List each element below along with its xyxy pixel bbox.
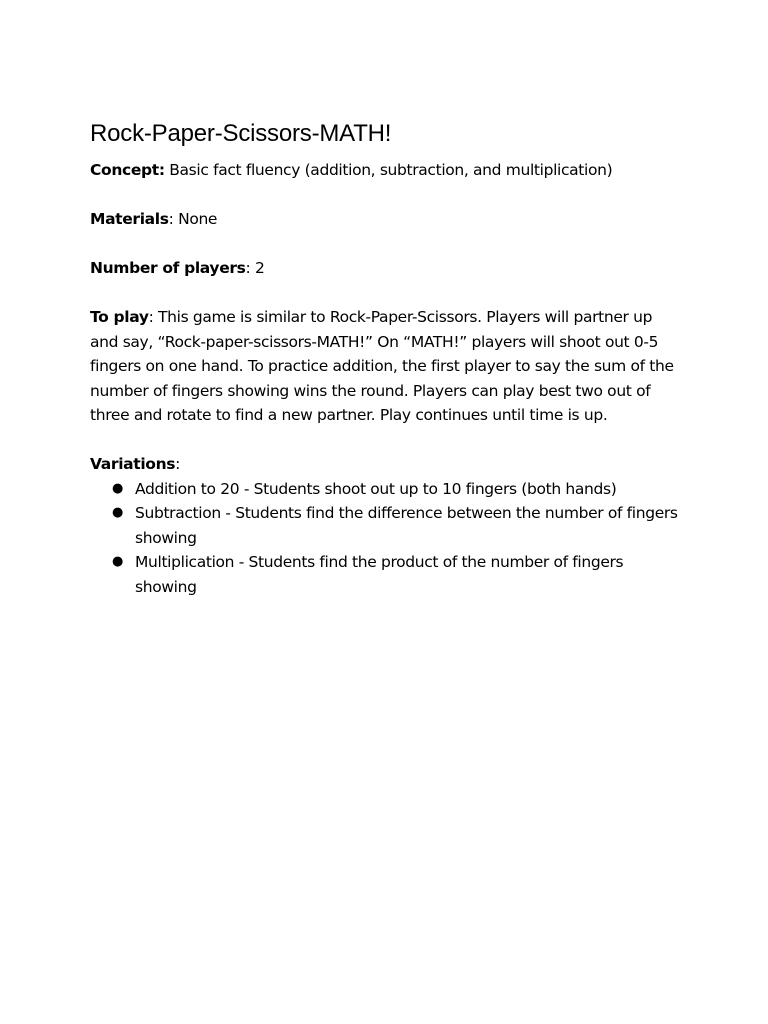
list-item (90, 550, 682, 599)
paragraph-spacer (90, 232, 682, 257)
list-item (90, 501, 682, 550)
to-play-text: : This game is similar to Rock-Paper-Scissors. Players will partner up and say, “Rock-paper-scissors-MATH!” On “MATH!” players will shoot out 0-5 fingers on one hand. To practice addition, the first player to say the sum of the number of fingers showing wins the round. Players can play best two out of three and rotate to find a new partner. Play continues until time is up. (90, 308, 674, 424)
document-body (90, 117, 682, 599)
list-item-text: Multiplication - Students find the product of the number of fingers showing (135, 553, 624, 596)
materials-text: : None (168, 210, 218, 228)
page-title: Rock-Paper-Scissors-MATH! (90, 120, 392, 147)
variations-label: Variations (90, 455, 176, 473)
materials-label: Materials (90, 210, 169, 228)
variations-list (90, 477, 682, 600)
list-item-text: Addition to 20 - Students shoot out up to 10 fingers (both hands) (135, 479, 617, 498)
concept-text: Basic fact fluency (addition, subtraction, and multiplication) (164, 161, 613, 179)
variations-heading (90, 452, 682, 477)
to-play-paragraph (90, 305, 682, 428)
bullet-icon: ● (112, 554, 123, 569)
variations-colon: : (175, 455, 181, 473)
concept-label: Concept: (90, 161, 165, 179)
players-text: : 2 (245, 259, 265, 277)
paragraph-spacer (90, 281, 682, 306)
concept-paragraph (90, 158, 682, 183)
list-item-text: Subtraction - Students find the difference between the number of fingers showing (135, 504, 678, 547)
bullet-icon: ● (112, 505, 123, 520)
players-label: Number of players (90, 259, 246, 277)
list-item (90, 477, 682, 502)
bullet-icon: ● (112, 480, 123, 496)
paragraph-spacer (90, 183, 682, 208)
to-play-label: To play (90, 308, 149, 326)
players-paragraph (90, 256, 682, 281)
materials-paragraph (90, 207, 682, 232)
paragraph-spacer (90, 428, 682, 453)
